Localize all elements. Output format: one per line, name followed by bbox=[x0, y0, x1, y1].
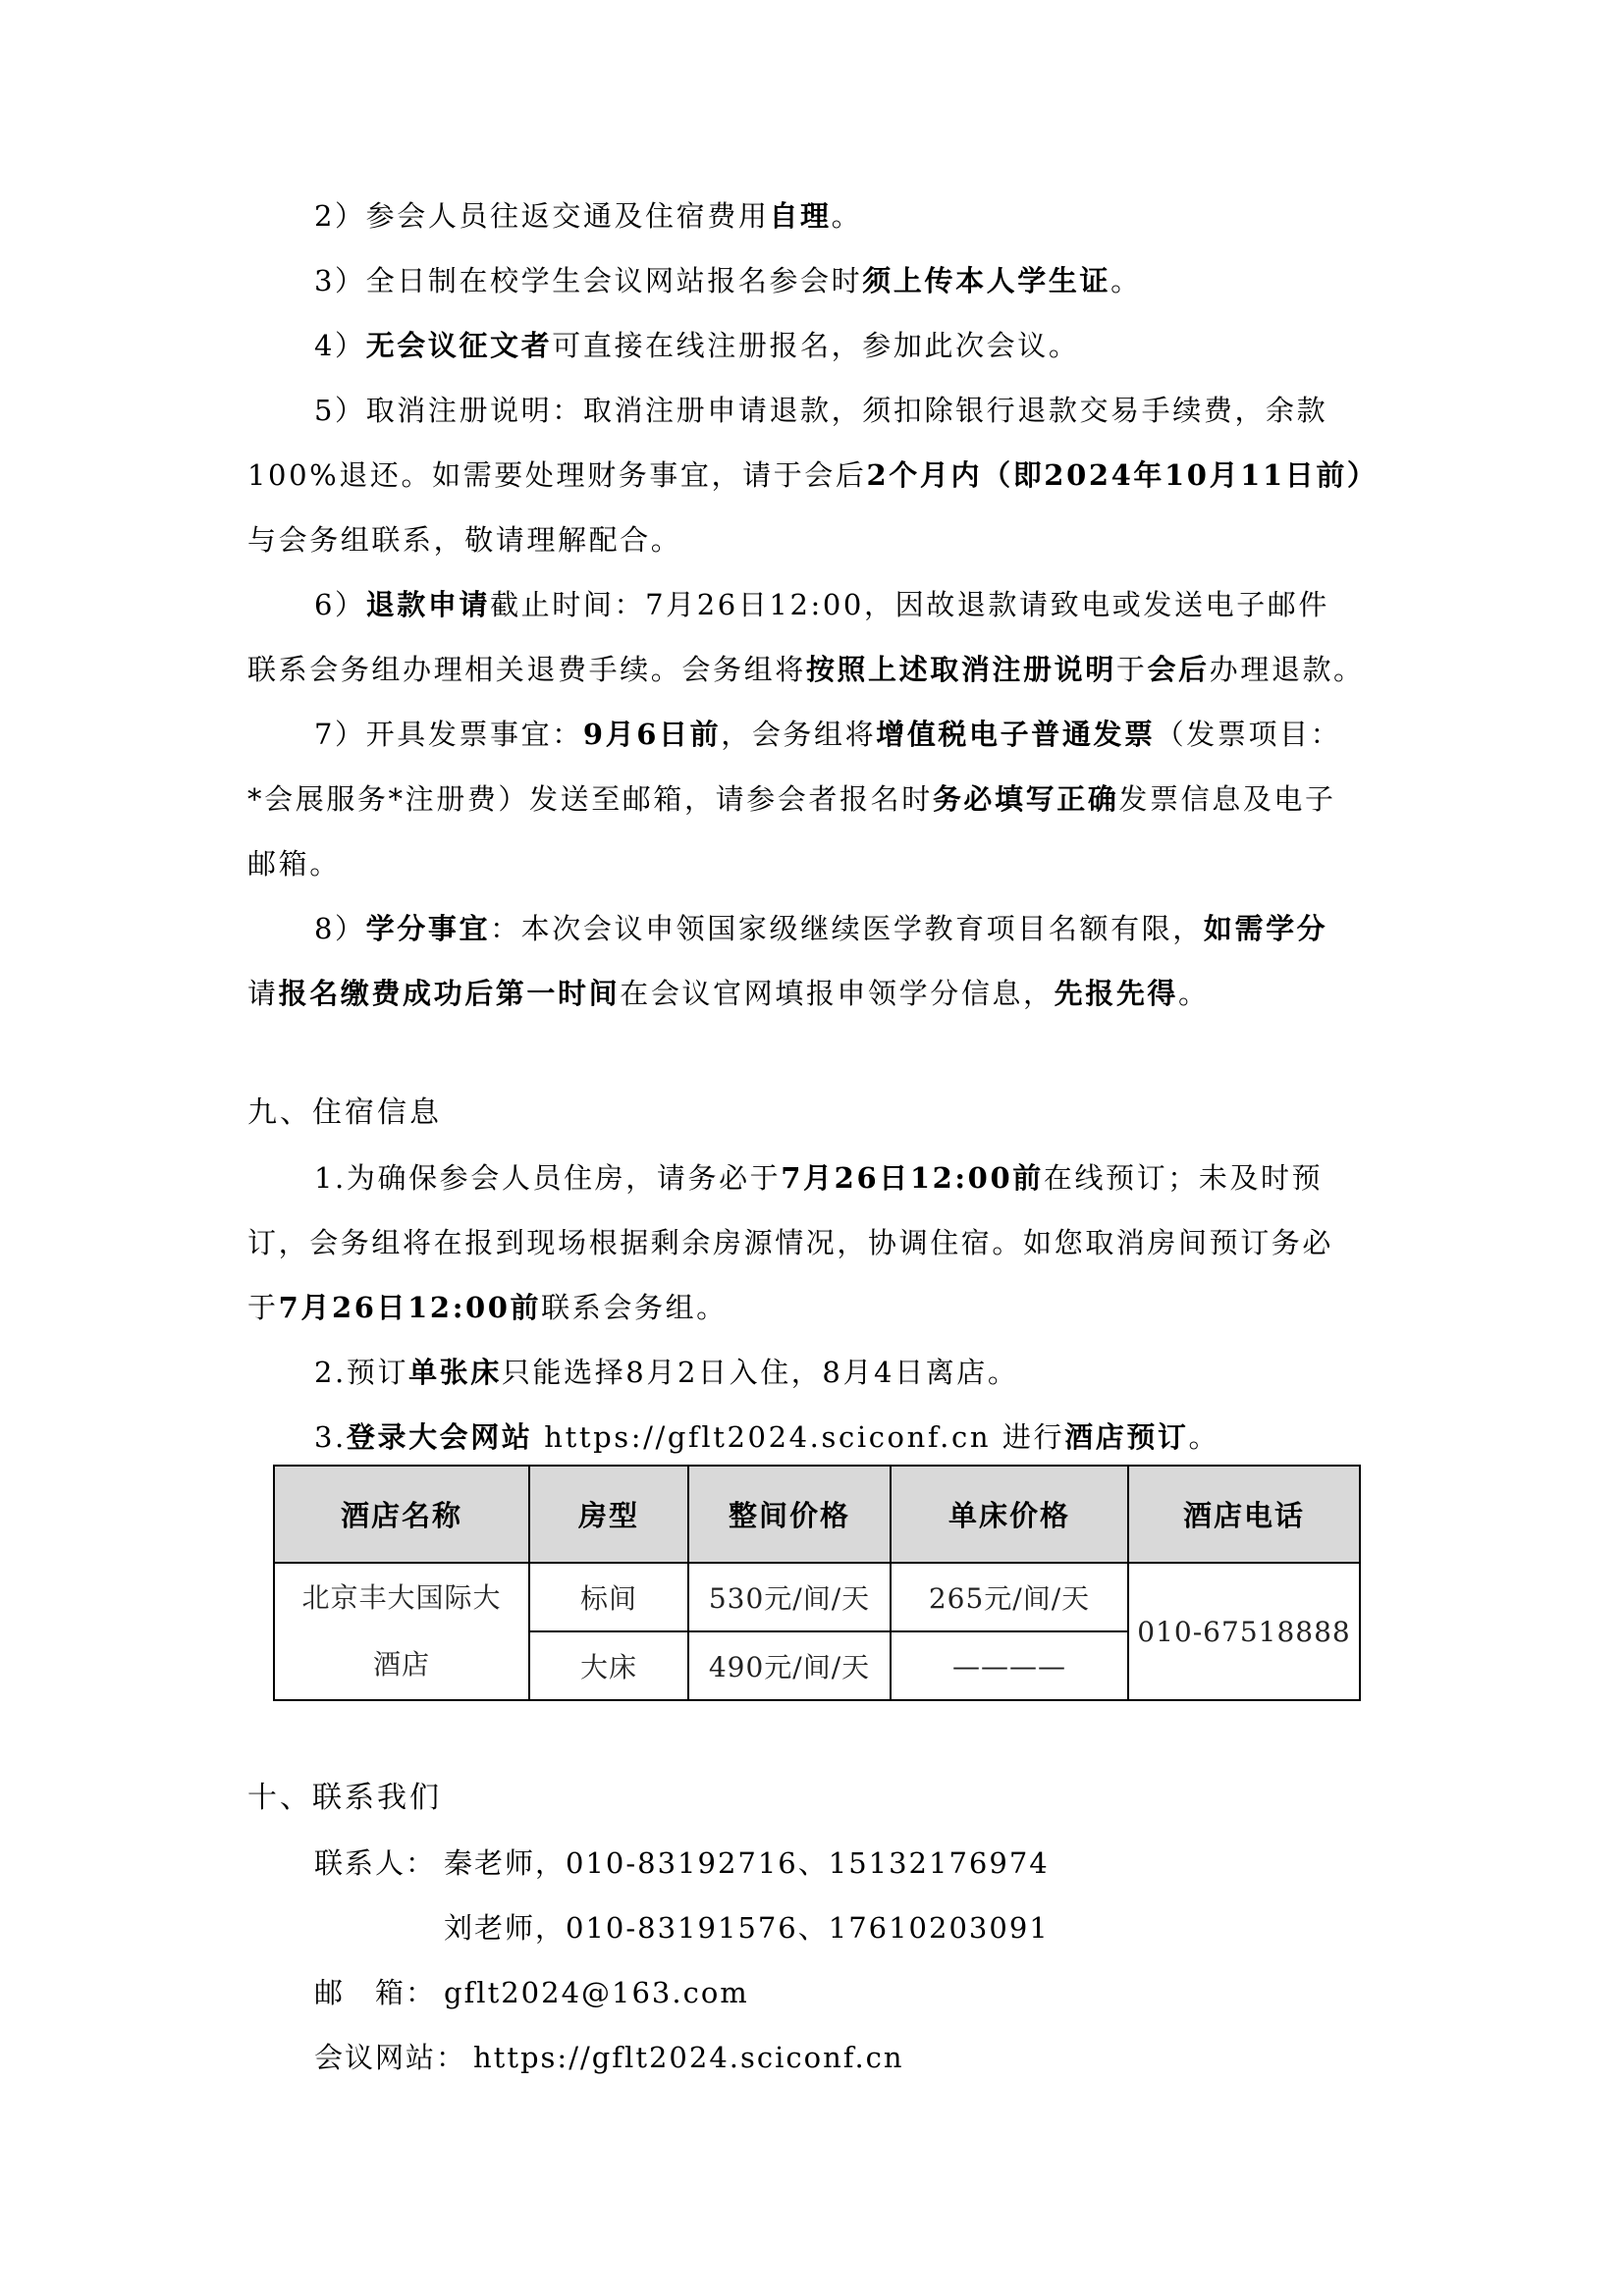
contact-label: 联系人： bbox=[314, 1846, 437, 1880]
accommodation-p1-text-3a: 于 bbox=[247, 1291, 279, 1324]
hotel-table bbox=[273, 1465, 1361, 1701]
accommodation-p3-bold-2: 酒店预订 bbox=[1064, 1420, 1189, 1454]
item-3 bbox=[314, 257, 1142, 304]
website-value: https://gflt2024.sciconf.cn bbox=[473, 2041, 904, 2074]
accommodation-p1-text-1a: 1.为确保参会人员住房，请务必于 bbox=[314, 1161, 782, 1195]
accommodation-p1-line-1 bbox=[314, 1154, 1323, 1201]
header-hotel-phone: 酒店电话 bbox=[1128, 1466, 1360, 1563]
accommodation-p3 bbox=[314, 1414, 1219, 1461]
item-6-bold-3: 会后 bbox=[1147, 653, 1210, 686]
item-4-text: 可直接在线注册报名，参加此次会议。 bbox=[552, 329, 1080, 362]
item-7-invoice: 增值税电子普通发票 bbox=[876, 718, 1156, 751]
accommodation-p1-text-3c: 联系会务组。 bbox=[541, 1291, 728, 1324]
item-7-bold-2: 务必填写正确 bbox=[932, 782, 1119, 816]
item-7-text-3: 邮箱。 bbox=[247, 847, 341, 881]
item-6-text-1: 截止时间：7月26日12:00，因故退款请致电或发送电子邮件 bbox=[490, 588, 1329, 621]
room-price-cell: 530元/间/天 bbox=[688, 1563, 891, 1631]
accommodation-p2-bold: 单张床 bbox=[408, 1356, 502, 1389]
section-9-title: 九、住宿信息 bbox=[247, 1095, 442, 1130]
website-label: 会议网站： bbox=[314, 2041, 467, 2074]
item-8-bold-3: 报名缴费成功后第一时间 bbox=[278, 977, 621, 1010]
item-7-text-2a: *会展服务*注册费）发送至邮箱，请参会者报名时 bbox=[247, 782, 933, 816]
item-8-line-2 bbox=[247, 970, 1210, 1017]
hotel-name-line-2: 酒店 bbox=[372, 1648, 430, 1681]
accommodation-p2 bbox=[314, 1349, 1019, 1396]
item-6-text-2c: 于 bbox=[1115, 653, 1148, 686]
accommodation-p3-end: 。 bbox=[1188, 1420, 1220, 1454]
item-8-bold-4: 先报先得 bbox=[1054, 977, 1179, 1010]
section-10-title: 十、联系我们 bbox=[247, 1781, 442, 1815]
item-4 bbox=[314, 322, 1079, 369]
header-bed-price: 单床价格 bbox=[891, 1466, 1128, 1563]
room-price-cell: 490元/间/天 bbox=[688, 1631, 891, 1700]
item-8-line-1 bbox=[314, 905, 1327, 952]
accommodation-p3-url: https://gflt2024.sciconf.cn 进行 bbox=[532, 1420, 1065, 1454]
accommodation-p1-text-2: 订，会务组将在报到现场根据剩余房源情况，协调住宿。如您取消房间预订务必 bbox=[247, 1226, 1334, 1259]
item-3-bold: 须上传本人学生证 bbox=[862, 264, 1111, 297]
contact-person-2: 刘老师，010-83191576、17610203091 bbox=[444, 1911, 1050, 1945]
item-8-num: 8） bbox=[314, 912, 366, 945]
accommodation-p2-text-c: 只能选择8月2日入住，8月4日离店。 bbox=[501, 1356, 1019, 1389]
item-5-line-1 bbox=[314, 387, 1327, 434]
item-5-text-2: 100%退还。如需要处理财务事宜，请于会后 bbox=[247, 458, 867, 492]
header-room-type: 房型 bbox=[529, 1466, 688, 1563]
bed-price-cell: ———— bbox=[891, 1631, 1128, 1700]
accommodation-p3-bold: 登录大会网站 bbox=[346, 1420, 533, 1454]
bed-price-cell: 265元/间/天 bbox=[891, 1563, 1128, 1631]
item-5-deadline: 2个月内（即2024年10月11日前） bbox=[866, 458, 1379, 492]
contact-person-1: 秦老师，010-83192716、15132176974 bbox=[444, 1846, 1050, 1880]
item-6-bold-2: 按照上述取消注册说明 bbox=[805, 653, 1116, 686]
item-7-date: 9月6日前 bbox=[582, 718, 722, 751]
item-7-line-1 bbox=[314, 711, 1341, 758]
accommodation-p1-deadline: 7月26日12:00前 bbox=[781, 1161, 1044, 1195]
room-type-cell: 大床 bbox=[529, 1631, 688, 1700]
table-row bbox=[274, 1563, 1360, 1631]
item-6-text-2a: 联系会务组办理相关退费手续。会务组将 bbox=[247, 653, 806, 686]
item-2-bold: 自理 bbox=[769, 199, 832, 233]
email-label: 邮 箱： bbox=[314, 1976, 437, 2009]
item-6-line-2 bbox=[247, 646, 1365, 693]
item-2-end: 。 bbox=[831, 199, 863, 233]
item-8-text-2e: 。 bbox=[1178, 977, 1210, 1010]
item-2 bbox=[314, 192, 862, 240]
item-7-line-3 bbox=[247, 840, 341, 887]
accommodation-p1-line-2 bbox=[247, 1219, 1333, 1266]
item-7-text-1a: 7）开具发票事宜： bbox=[314, 718, 583, 751]
item-2-text: 2）参会人员往返交通及住宿费用 bbox=[314, 199, 770, 233]
item-8-bold: 学分事宜 bbox=[365, 912, 491, 945]
hotel-table-header-row bbox=[274, 1466, 1360, 1563]
item-5-line-2 bbox=[247, 452, 1379, 499]
item-8-text-2c: 在会议官网填报申领学分信息， bbox=[620, 977, 1055, 1010]
item-3-end: 。 bbox=[1110, 264, 1142, 297]
item-8-text-1: ：本次会议申领国家级继续医学教育项目名额有限， bbox=[490, 912, 1204, 945]
item-6-num: 6） bbox=[314, 588, 366, 621]
item-7-text-2c: 发票信息及电子 bbox=[1118, 782, 1336, 816]
hotel-name-line-1: 北京丰大国际大 bbox=[301, 1581, 502, 1614]
item-4-bold: 无会议征文者 bbox=[365, 329, 553, 362]
item-7-text-1c: ，会务组将 bbox=[721, 718, 877, 751]
header-hotel-name: 酒店名称 bbox=[274, 1466, 529, 1563]
hotel-name-cell bbox=[274, 1563, 529, 1700]
item-3-text: 3）全日制在校学生会议网站报名参会时 bbox=[314, 264, 863, 297]
hotel-phone-cell: 010-67518888 bbox=[1128, 1563, 1360, 1700]
item-6-bold: 退款申请 bbox=[365, 588, 491, 621]
accommodation-p1-line-3 bbox=[247, 1284, 728, 1331]
item-6-text-2e: 办理退款。 bbox=[1209, 653, 1365, 686]
header-room-price: 整间价格 bbox=[688, 1466, 891, 1563]
accommodation-p2-text-a: 2.预订 bbox=[314, 1356, 409, 1389]
item-8-text-2a: 请 bbox=[247, 977, 279, 1010]
room-type-cell: 标间 bbox=[529, 1563, 688, 1631]
email-value: gflt2024@163.com bbox=[444, 1976, 749, 2009]
accommodation-p1-deadline-2: 7月26日12:00前 bbox=[278, 1291, 542, 1324]
item-5-text-1: 5）取消注册说明：取消注册申请退款，须扣除银行退款交易手续费，余款 bbox=[314, 394, 1328, 427]
accommodation-p3-num: 3. bbox=[314, 1420, 347, 1454]
item-7-line-2 bbox=[247, 775, 1336, 823]
accommodation-p1-text-1c: 在线预订；未及时预 bbox=[1043, 1161, 1324, 1195]
item-5-text-3: 与会务组联系，敬请理解配合。 bbox=[247, 523, 682, 557]
item-5-line-3 bbox=[247, 516, 681, 563]
item-8-bold-2: 如需学分 bbox=[1203, 912, 1328, 945]
item-6-line-1 bbox=[314, 581, 1329, 628]
item-7-text-1e: （发票项目： bbox=[1155, 718, 1342, 751]
item-4-num: 4） bbox=[314, 329, 366, 362]
